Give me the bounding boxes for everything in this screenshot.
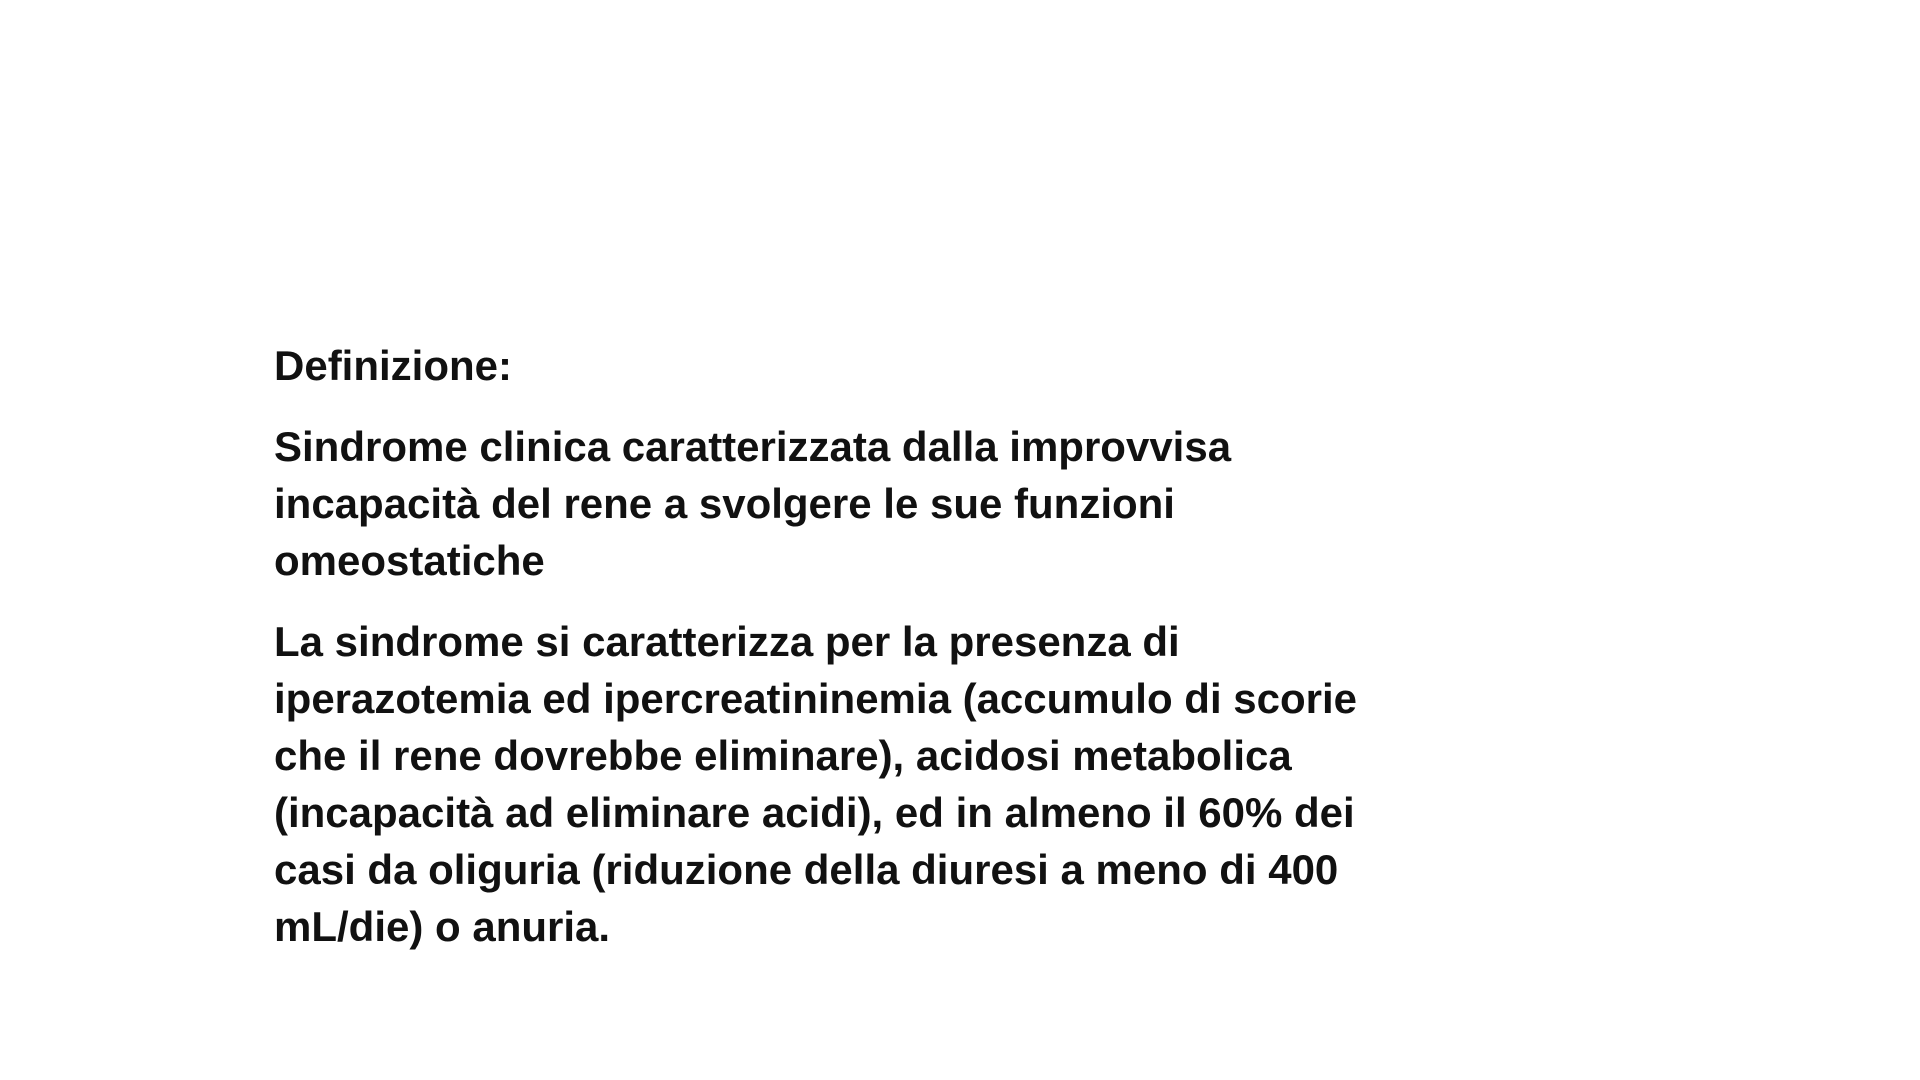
heading-text: Definizione: [274, 342, 512, 389]
paragraph-line: mL/die) o anuria. [274, 903, 611, 950]
slide-content [274, 337, 1574, 979]
paragraph-line: incapacità del rene a svolgere le sue funzioni [274, 480, 1175, 527]
paragraph-line: Sindrome clinica caratterizzata dalla improvvisa [274, 423, 1232, 470]
syndrome-description-paragraph [274, 613, 1574, 955]
paragraph-line: casi da oliguria (riduzione della diuresi a meno di 400 [274, 846, 1339, 893]
definition-paragraph [274, 418, 1574, 589]
paragraph-line: omeostatiche [274, 537, 545, 584]
paragraph-line: che il rene dovrebbe eliminare), acidosi metabolica [274, 732, 1292, 779]
definition-heading [274, 337, 1574, 394]
paragraph-line: La sindrome si caratterizza per la presenza di [274, 618, 1180, 665]
paragraph-line: (incapacità ad eliminare acidi), ed in almeno il 60% dei [274, 789, 1355, 836]
paragraph-line: iperazotemia ed ipercreatininemia (accumulo di scorie [274, 675, 1358, 722]
